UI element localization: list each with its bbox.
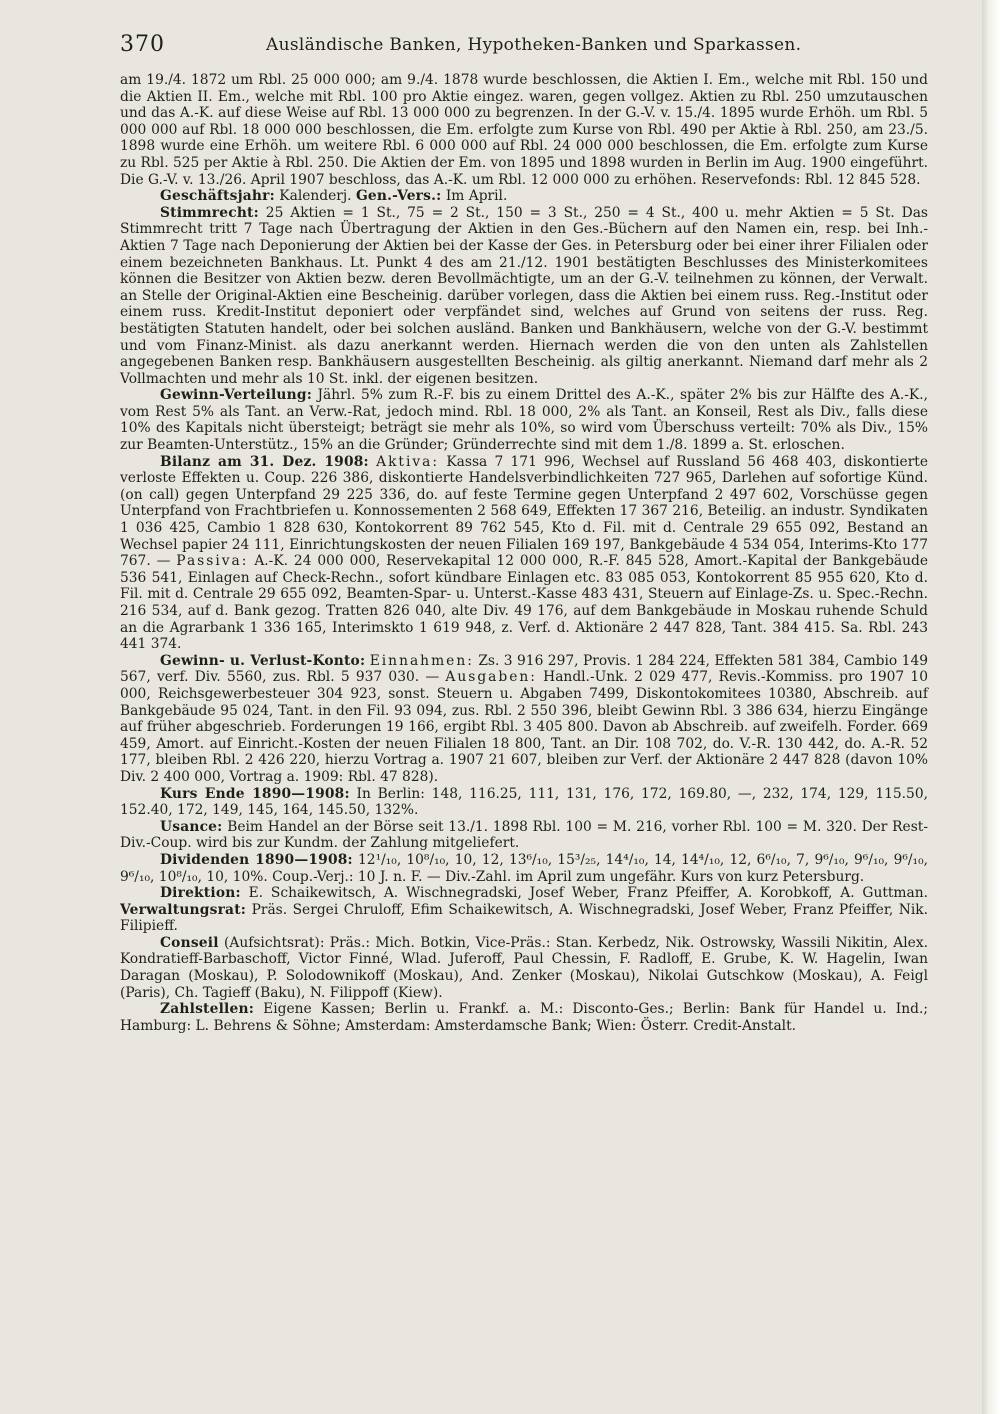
ausgaben-label: Ausgaben:	[445, 669, 537, 686]
gewinn-verteilung-paragraph	[120, 387, 928, 453]
zahlstellen-paragraph	[120, 1001, 928, 1034]
kurs-label: Kurs Ende 1890—1908:	[160, 785, 350, 802]
gewinn-verteilung-label: Gewinn-Verteilung:	[160, 387, 312, 404]
running-head: Ausländische Banken, Hypotheken-Banken und Sparkassen.	[266, 35, 802, 55]
kurs-paragraph	[120, 786, 928, 819]
aktiva-text: Kassa 7 171 996, Wechsel auf Russland 56 468 403, diskontierte verloste Effekten u. Coup. 226 386, diskontierte Handelsverbindlichkeiten 727 965, Darlehen auf sofortige Künd. (on call) gegen Unterpfand 29 225 336, do. auf feste Termine gegen Unterpfand 2 497 602, Vorschüsse gegen Unterpfand von Frachtbriefen u. Konnossementen 2 568 649, Effekten 17 367 216, Beteilig. an industr. Syndikaten 1 036 425, Cambio 1 828 630, Kontokorrent 89 762 545, Kto d. Fil. mit d. Centrale 29 655 092, Bestand an Wechsel papier 24 111, Einrichtungskosten der neuen Filialen 169 197, Bankgebäude 4 534 054, Interims-Kto 177 767. —	[120, 453, 929, 570]
page-edge-shadow	[982, 0, 1000, 1414]
bilanz-label: Bilanz am 31. Dez. 1908:	[160, 453, 369, 470]
dividenden-text: 12¹/₁₀, 10⁸/₁₀, 10, 12, 13⁶/₁₀, 15³/₂₅, 14⁴/₁₀, 14, 14⁴/₁₀, 12, 6⁶/₁₀, 7, 9⁶/₁₀, 9⁶/₁₀, 9⁶/₁₀, 9⁶/₁₀, 10⁸/₁₀, 10, 10%. Coup.-Verj.: 10 J. n. F. — Div.-Zahl. im April zum ungefähr. Kurs von kurz Petersburg.	[120, 851, 928, 885]
dividenden-label: Dividenden 1890—1908:	[160, 851, 353, 868]
verwaltungsrat-label: Verwaltungsrat:	[120, 901, 247, 918]
conseil-paragraph	[120, 935, 928, 1001]
gewinn-verlust-label: Gewinn- u. Verlust-Konto:	[160, 652, 366, 669]
intro-paragraph: am 19./4. 1872 um Rbl. 25 000 000; am 9./4. 1878 wurde beschlossen, die Aktien I. Em., welche mit Rbl. 150 und die Aktien II. Em., welche mit Rbl. 100 pro Aktie eingez. waren, gegen vollgez. Aktien zu Rbl. 250 umzutauschen und das A.-K. auf diese Weise auf Rbl. 13 000 000 zu begrenzen. In der G.-V. v. 15./4. 1895 wurde Erhöh. um Rbl. 5 000 000 auf Rbl. 18 000 000 beschlossen, die Em. erfolgte zum Kurse von Rbl. 490 per Aktie à Rbl. 250, am 23./5. 1898 wurde eine Erhöh. um weitere Rbl. 6 000 000 auf Rbl. 24 000 000 beschlossen, die Em. erfolgte zum Kurse zu Rbl. 525 per Aktie à Rbl. 250. Die Aktien der Em. von 1895 und 1898 wurden in Berlin im Aug. 1900 eingeführt. Die G.-V. v. 13./26. April 1907 beschloss, das A.-K. um Rbl. 12 000 000 zu erhöhen. Reservefonds: Rbl. 12 845 528.	[120, 72, 928, 188]
direktion-label: Direktion:	[160, 885, 241, 902]
passiva-text: A.-K. 24 000 000, Reservekapital 12 000 000, R.-F. 845 528, Amort.-Kapital der Bankgebäude 536 541, Einlagen auf Check-Rechn., sofort kündbare Einlagen etc. 83 085 053, Kontokorrent 85 955 620, Kto d. Fil. mit d. Centrale 29 655 092, Beamten-Spar- u. Unterst.-Kasse 483 431, Steuern auf Einlage-Zs. u. Spec.-Rechn. 216 534, auf d. Bank gezog. Tratten 826 040, alte Div. 49 176, auf dem Bankgebäude in Moskau ruhende Schuld an die Agrarbank 1 336 165, Interimskto 1 619 948, z. Verf. d. Aktionäre 2 447 828, Tant. 384 415. Sa. Rbl. 243 441 374.	[120, 553, 929, 653]
bilanz-paragraph	[120, 454, 928, 653]
page-header	[120, 22, 910, 62]
conseil-label: Conseil	[160, 934, 219, 951]
direktion-text: E. Schaikewitsch, A. Wischnegradski, Josef Weber, Franz Pfeiffer, A. Korobkoff, A. Guttman.	[248, 885, 928, 902]
direktion-paragraph	[120, 885, 928, 935]
stimmrecht-label: Stimmrecht:	[160, 204, 259, 221]
gewinn-verteilung-text: Jährl. 5% zum R.-F. bis zu einem Drittel des A.-K., später 2% bis zur Hälfte des A.-K., vom Rest 5% als Tant. an Verw.-Rat, jedoch mind. Rbl. 18 000, 2% als Tant. an Konseil, Rest als Div., falls diese 10% des Kapitals nicht übersteigt; beträgt sie mehr als 10%, so wird vom Überschuss verteilt: 70% als Div., 15% zur Beamten-Unterstütz., 15% an die Gründer; Gründerrechte sind mit dem 1./8. 1899 a. St. erloschen.	[120, 387, 928, 454]
verwaltungsrat-text: Präs. Sergei Chruloff, Efim Schaikewitsch, A. Wischnegradski, Josef Weber, Franz Pfeiffer, Nik. Filipieff.	[120, 901, 928, 935]
usance-paragraph	[120, 819, 928, 852]
aktiva-label: Aktiva:	[376, 453, 440, 470]
conseil-text: (Aufsichtsrat): Präs.: Mich. Botkin, Vice-Präs.: Stan. Kerbedz, Nik. Ostrowsky, Wassili Nikitin, Alex. Kondratieff-Barbaschoff, Victor Finné, Wlad. Juferoff, Paul Chessin, F. Radloff, E. Grube, K. W. Hagelin, Iwan Daragan (Moskau), P. Solodownikoff (Moskau), And. Zenker (Moskau), Nikolai Gutschkow (Moskau), A. Feigl (Paris), Ch. Tagieff (Baku), N. Filippoff (Kiew).	[120, 934, 928, 1001]
stimmrecht-text: 25 Aktien = 1 St., 75 = 2 St., 150 = 3 St., 250 = 4 St., 400 u. mehr Aktien = 5 St. Das Stimmrecht tritt 7 Tage nach Übertragung der Aktien in den Ges.-Büchern auf den Namen ein, resp. bei Inh.-Aktien 7 Tage nach Deponierung der Aktien bei der Kasse der Ges. in Petersburg oder bei einer ihrer Filialen oder einem bezeichneten Bankhaus. Lt. Punkt 4 des am 21./12. 1901 bestätigten Beschlusses des Ministerkomitees können die Besitzer von Aktien bezw. deren Bevollmächtigte, um an der G.-V. teilnehmen zu können, der Verwalt. an Stelle der Original-Aktien eine Bescheinig. darüber vorlegen, dass die Aktien bei einem russ. Reg.-Institut oder einem russ. Kredit-Institut deponiert oder verpfändet sind, welches auf Grund von seitens der russ. Reg. bestätigten Statuten handelt, oder bei solchen ausländ. Banken und Bankhäusern, welche von der G.-V. bestimmt und vom Finanz-Minist. als dazu anerkannt werden. Hiernach werden die von den unten als Zahlstellen angegebenen Banken resp. Bankhäusern ausgestellten Bescheinig. als giltig anerkannt. Niemand darf mehr als 2 Vollmachten und mehr als 10 St. inkl. der eigenen besitzen.	[120, 204, 928, 387]
geschaeftsjahr-paragraph	[120, 188, 928, 205]
einnahmen-label: Einnahmen:	[369, 652, 474, 669]
zahlstellen-text: Eigene Kassen; Berlin u. Frankf. a. M.: Disconto-Ges.; Berlin: Bank für Handel u. Ind.; Hamburg: L. Behrens & Söhne; Amsterdam: Amsterdamsche Bank; Wien: Österr. Credit-Anstalt.	[120, 1001, 928, 1034]
einnahmen-text: Zs. 3 916 297, Provis. 1 284 224, Effekten 581 384, Cambio 149 567, verf. Div. 5560, zus. Rbl. 5 937 030. —	[120, 652, 929, 686]
generalversammlung-label: Gen.-Vers.:	[355, 188, 442, 205]
document-body	[120, 72, 928, 1034]
passiva-label: Passiva:	[176, 553, 249, 570]
ausgaben-text: Handl.-Unk. 2 029 477, Revis.-Kommiss. pro 1907 10 000, Reichsgewerbesteuer 304 923, sonst. Steuern u. Abgaben 7499, Diskontokomitees 10380, Abschreib. auf Bankgebäude 95 024, Tant. in den Fil. 93 094, zus. Rbl. 2 550 396, bleibt Gewinn Rbl. 3 386 634, hierzu Eingänge auf früher abgeschrieb. Forderungen 19 166, ergibt Rbl. 3 405 800. Davon ab Abschreib. auf zweifelh. Forder. 669 459, Amort. auf Einricht.-Kosten der neuen Filialen 18 800, Tant. an Dir. 108 702, do. V.-R. 130 442, do. A.-R. 52 177, bleiben Rbl. 2 426 220, hierzu Vortrag a. 1907 21 607, bleiben zur Verf. der Aktionäre 2 447 828 (davon 10% Div. 2 400 000, Vortrag a. 1909: Rbl. 47 828).	[120, 669, 928, 785]
dividenden-paragraph	[120, 852, 928, 885]
usance-text: Beim Handel an der Börse seit 13./1. 1898 Rbl. 100 = M. 216, vorher Rbl. 100 = M. 320. Der Rest-Div.-Coup. wird bis zur Kundm. der Zahlung mitgeliefert.	[120, 818, 928, 852]
geschaeftsjahr-text: Kalenderj.	[279, 188, 352, 205]
page-number: 370	[120, 32, 165, 57]
usance-label: Usance:	[160, 818, 223, 835]
zahlstellen-label: Zahlstellen:	[160, 1001, 254, 1018]
gewinn-verlust-paragraph	[120, 653, 928, 786]
stimmrecht-paragraph	[120, 205, 928, 388]
kurs-text: In Berlin: 148, 116.25, 111, 131, 176, 172, 169.80, —, 232, 174, 129, 115.50, 152.40, 172, 149, 145, 164, 145.50, 132%.	[120, 785, 928, 819]
generalversammlung-text: Im April.	[445, 188, 508, 205]
geschaeftsjahr-label: Geschäftsjahr:	[160, 188, 275, 205]
